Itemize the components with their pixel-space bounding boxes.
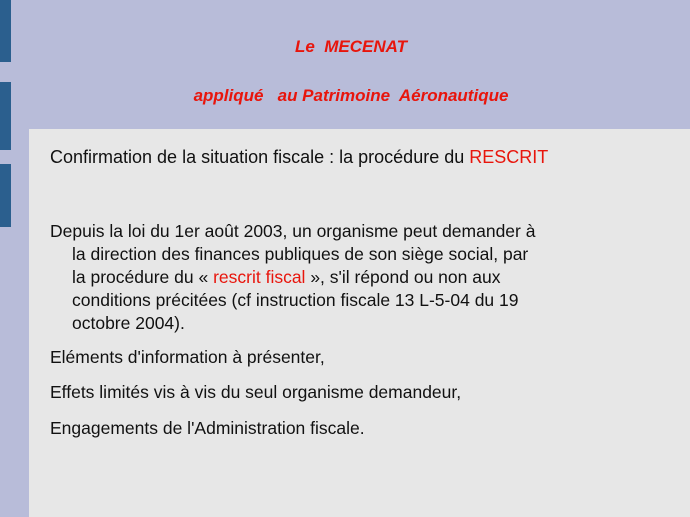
title-line-2: appliqué au Patrimoine Aéronautique [193,86,509,105]
paragraph-1-line-1: Depuis la loi du 1er août 2003, un organisme peut demander à [50,221,536,241]
left-accent-bar [0,82,11,150]
paragraph-3: Effets limités vis à vis du seul organisme demandeur, [50,382,462,402]
title-line-1: Le MECENAT [294,37,408,56]
paragraph-1-line-4: conditions précitées (cf instruction fiscale 13 L-5-04 du 19 [72,290,519,310]
heading-text: Confirmation de la situation fiscale : la procédure du [50,147,470,167]
heading-highlight: RESCRIT [469,147,549,167]
paragraph-2: Eléments d'information à présenter, [50,347,325,367]
rescrit-fiscal-highlight: rescrit fiscal [213,267,306,287]
paragraph-1-line-3-suffix: », s'il répond ou non aux [305,267,501,287]
paragraph-1-line-5: octobre 2004). [72,313,185,333]
left-accent-bar [0,164,11,227]
slide-title [12,0,690,130]
left-accent-bar [0,0,11,62]
paragraph-1-line-3 [72,266,500,289]
section-heading [50,146,548,169]
paragraph-1-line-2: la direction des finances publiques de son siège social, par [72,244,529,264]
paragraph-1-line-3-prefix: la procédure du « [72,267,214,287]
paragraph-4: Engagements de l'Administration fiscale. [50,418,365,438]
